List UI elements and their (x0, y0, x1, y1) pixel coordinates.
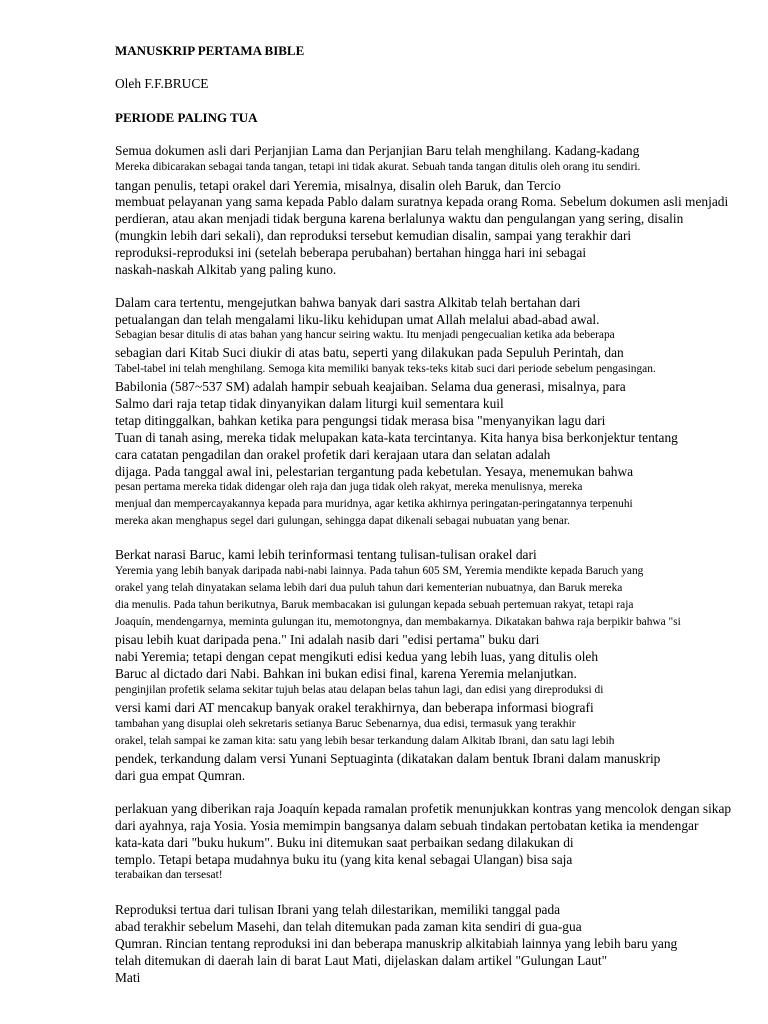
paragraph-line: (mungkin lebih dari sekali), dan reproduksi tersebut kemudian disalin, sampai yang terakhir dari (115, 228, 632, 243)
author-byline: Oleh F.F.BRUCE (115, 76, 209, 91)
paragraph-line: sebagian dari Kitab Suci diukir di atas batu, seperti yang dilakukan pada Sepuluh Perintah, dan (115, 345, 624, 360)
paragraph-line: reproduksi-reproduksi ini (setelah beberapa perubahan) bertahan hingga hari ini sebagai (115, 245, 587, 260)
section-heading: PERIODE PALING TUA (115, 110, 258, 125)
paragraph-line: menjual dan mempercayakannya kepada para muridnya, agar ketika akhirnya peringatan-peringatannya terpenuhi (115, 498, 633, 510)
paragraph-line: cara catatan pengadilan dan orakel profetik dari kerajaan utara dan selatan adalah (115, 447, 551, 462)
document-title: MANUSKRIP PERTAMA BIBLE (115, 43, 305, 58)
paragraph-line: pesan pertama mereka tidak didengar oleh raja dan juga tidak oleh rakyat, mereka menulisnya, mereka (115, 481, 583, 493)
paragraph-line: tangan penulis, tetapi orakel dari Yeremia, misalnya, disalin oleh Baruk, dan Tercio (115, 178, 561, 193)
paragraph-line: pisau lebih kuat daripada pena." Ini adalah nasib dari "edisi pertama" buku dari (115, 632, 540, 647)
paragraph-line: Qumran. Rincian tentang reproduksi ini dan beberapa manuskrip alkitabiah lainnya yang lebih baru yang (115, 936, 678, 951)
paragraph-line: abad terakhir sebelum Masehi, dan telah ditemukan pada zaman kita sendiri di gua-gua (115, 919, 582, 934)
paragraph-line: Joaquín, mendengarnya, meminta gulungan itu, memotongnya, dan membakarnya. Dikatakan bahwa raja berpikir bahwa "si (115, 616, 681, 628)
paragraph-line: Semua dokumen asli dari Perjanjian Lama dan Perjanjian Baru telah menghilang. Kadang-kadang (115, 143, 640, 158)
paragraph-line: Berkat narasi Baruc, kami lebih terinformasi tentang tulisan-tulisan orakel dari (115, 547, 537, 562)
paragraph-line: tambahan yang disuplai oleh sekretaris setianya Baruc Sebenarnya, dua edisi, termasuk yang terakhir (115, 718, 576, 730)
paragraph-line: naskah-naskah Alkitab yang paling kuno. (115, 262, 337, 277)
paragraph-line: petualangan dan telah mengalami liku-liku kehidupan umat Allah melalui abad-abad awal. (115, 312, 600, 327)
paragraph-line: membuat pelayanan yang sama kepada Pablo dalam suratnya kepada orang Roma. Sebelum dokumen asli menjadi (115, 194, 729, 209)
paragraph-line: orakel, telah sampai ke zaman kita: satu yang lebih besar terkandung dalam Alkitab Ibrani, dan satu lagi lebih (115, 735, 615, 747)
paragraph-line: perlakuan yang diberikan raja Joaquín kepada ramalan profetik menunjukkan kontras yang mencolok dengan sikap (115, 801, 732, 816)
paragraph-line: dia menulis. Pada tahun berikutnya, Baruk membacakan isi gulungan kepada sebuah pertemuan rakyat, tetapi raja (115, 599, 634, 611)
paragraph-line: Salmo dari raja tetap tidak dinyanyikan dalam liturgi kuil sementara kuil (115, 396, 504, 411)
paragraph-line: telah ditemukan di daerah lain di barat Laut Mati, dijelaskan dalam artikel "Gulungan Laut" (115, 953, 608, 968)
paragraph-line: Yeremia yang lebih banyak daripada nabi-nabi lainnya. Pada tahun 605 SM, Yeremia mendikte kepada Baruch yang (115, 565, 644, 577)
paragraph-line: Baruc al dictado dari Nabi. Bahkan ini bukan edisi final, karena Yeremia melanjutkan. (115, 666, 577, 681)
paragraph-line: terabaikan dan tersesat! (115, 869, 223, 881)
paragraph-line: Mati (115, 970, 141, 985)
paragraph-line: dari ayahnya, raja Yosia. Yosia memimpin bangsanya dalam sebuah tindakan pertobatan ketika ia mendengar (115, 818, 699, 833)
paragraph-line: dari gua empat Qumran. (115, 768, 246, 783)
paragraph-line: dijaga. Pada tanggal awal ini, pelestarian tergantung pada kebetulan. Yesaya, menemukan bahwa (115, 464, 634, 479)
paragraph-line: penginjilan profetik selama sekitar tujuh belas atau delapan belas tahun lagi, dan edisi yang direproduksi di (115, 684, 604, 696)
paragraph-line: templo. Tetapi betapa mudahnya buku itu (yang kita kenal sebagai Ulangan) bisa saja (115, 852, 573, 867)
paragraph-line: kata-kata dari "buku hukum". Buku ini ditemukan saat perbaikan sedang dilakukan di (115, 835, 574, 850)
paragraph-line: Tabel-tabel ini telah menghilang. Semoga kita memiliki banyak teks-teks kitab suci dari periode sebelum pengasingan. (115, 363, 656, 375)
paragraph-line: Sebagian besar ditulis di atas bahan yang hancur seiring waktu. Itu menjadi pengecualian ketika ada beberapa (115, 329, 615, 341)
paragraph-line: perdieran, atau akan menjadi tidak berguna karena berlalunya waktu dan pengulangan yang sering, disalin (115, 211, 684, 226)
paragraph-line: mereka akan menghapus segel dari gulungan, sehingga dapat dikenali sebagai nubuatan yang benar. (115, 515, 570, 527)
paragraph-line: Mereka dibicarakan sebagai tanda tangan, tetapi ini tidak akurat. Sebuah tanda tangan ditulis oleh orang itu sendiri. (115, 161, 641, 173)
paragraph-line: versi kami dari AT mencakup banyak orakel terakhirnya, dan beberapa informasi biografi (115, 700, 594, 715)
paragraph-line: Tuan di tanah asing, mereka tidak melupakan kata-kata tercintanya. Kita hanya bisa berkonjektur tentang (115, 430, 678, 445)
paragraph-line: Reproduksi tertua dari tulisan Ibrani yang telah dilestarikan, memiliki tanggal pada (115, 902, 561, 917)
paragraph-line: nabi Yeremia; tetapi dengan cepat mengikuti edisi kedua yang lebih luas, yang ditulis oleh (115, 649, 599, 664)
paragraph-line: tetap ditinggalkan, bahkan ketika para pengungsi tidak merasa bisa "menyanyikan lagu dari (115, 413, 606, 428)
paragraph-line: pendek, terkandung dalam versi Yunani Septuaginta (dikatakan dalam bentuk Ibrani dalam manuskrip (115, 751, 661, 766)
paragraph-line: orakel yang telah dinyatakan selama lebih dari dua puluh tahun dari kementerian nubuatnya, dan Baruk mereka (115, 582, 623, 594)
paragraph-line: Babilonia (587~537 SM) adalah hampir sebuah keajaiban. Selama dua generasi, misalnya, para (115, 379, 626, 394)
paragraph-line: Dalam cara tertentu, mengejutkan bahwa banyak dari sastra Alkitab telah bertahan dari (115, 295, 581, 310)
